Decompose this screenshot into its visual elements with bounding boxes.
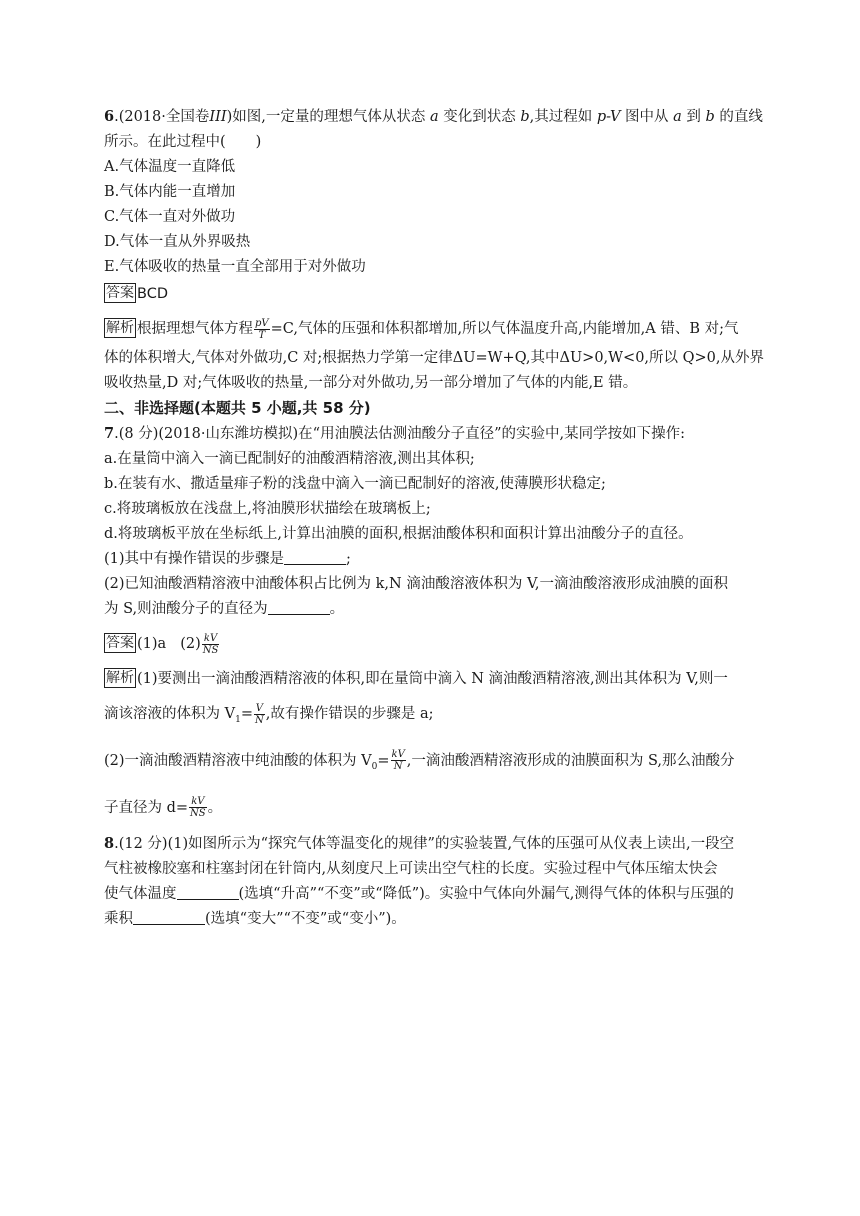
q6-option: B.气体内能一直增加 — [104, 184, 236, 200]
q8-text: 乘积 — [104, 910, 133, 927]
q7-analysis-line4 — [104, 796, 756, 821]
analysis-text: ,故有操作错误的步骤是 a; — [265, 706, 434, 722]
q8-text: 使气体温度 — [104, 885, 177, 902]
analysis-text: (1)要测出一滴油酸酒精溶液的体积,即在量筒中滴入 N 滴油酸酒精溶液,测出其体积为 V,则一 — [137, 671, 728, 687]
q7-analysis-line3: (2)一滴油酸酒精溶液中纯油酸的体积为 $V_0=$ $\frac{kV}{N}$ ,一滴油酸酒精溶液形成的油膜面积为 S,那么油酸分 — [104, 749, 735, 773]
q6-var: a — [429, 109, 439, 125]
q6-option: A.气体温度一直降低 — [104, 159, 236, 175]
q7-step: d.将玻璃板平放在坐标纸上,计算出油膜的面积,根据油酸体积和面积计算出油酸分子的直径。 — [104, 526, 693, 542]
q7-stem — [104, 421, 756, 447]
q7-sub-text: (1)其中有操作错误的步骤是 — [104, 551, 285, 567]
answer-blank — [133, 910, 205, 925]
q8-line3 — [104, 882, 756, 907]
q6-stem-text: ,其过程如 — [529, 109, 597, 125]
q6-option: D.气体一直从外界吸热 — [104, 234, 251, 250]
q7-sub2-line1: (2)已知油酸酒精溶液中油酸体积占比例为 k,N 滴油酸溶液体积为 V,一滴油酸溶液形成油膜的面积 — [104, 576, 728, 592]
analysis-text: (2)一滴油酸酒精溶液中纯油酸的体积为 V — [104, 752, 372, 769]
q7-sub-text: 为 S,则油酸分子的直径为 — [104, 601, 268, 617]
q8-line4 — [104, 907, 756, 932]
analysis-tag: 解析 — [106, 670, 134, 686]
q7-number: 7 — [104, 425, 115, 442]
document-page — [104, 104, 765, 932]
q6-number: 6 — [104, 108, 115, 125]
analysis-text: 根据理想气体方程 — [137, 321, 253, 337]
answer-tag: 答案 — [106, 635, 134, 651]
answer-blank — [268, 600, 330, 615]
q7-analysis-line2: 滴该溶液的体积为 $V_1=$ $\frac{V}{N}$ ,故有操作错误的步骤是 a; — [104, 702, 434, 726]
q6-analysis-line2: 体的体积增大,气体对外做功,C 对;根据热力学第一定律ΔU=W+Q,其中ΔU>0,W<0,所以 Q>0,从外界 — [104, 350, 765, 366]
answer-blank — [284, 550, 346, 565]
answer-text: BCD — [137, 286, 168, 302]
q8-number: 8 — [104, 834, 115, 852]
fraction: $\frac{V}{N}$ — [254, 702, 264, 726]
q6-stem-text: III — [209, 109, 227, 125]
q6-stem-text: 的直线 — [714, 109, 763, 125]
q6-var: b — [705, 109, 715, 125]
analysis-text: 。 — [207, 799, 223, 816]
q6-stem-text: 变化到状态 — [438, 109, 521, 125]
q6-analysis-line1 — [104, 317, 756, 342]
q8-line1 — [104, 831, 756, 857]
fraction: $\frac{kV}{NS}$ — [190, 796, 206, 820]
answer-blank — [177, 885, 239, 900]
q6-var: a — [673, 109, 682, 125]
q6-stem-line1 — [104, 104, 763, 130]
q6-stem-text: 到 — [681, 109, 706, 125]
analysis-text: ,一滴油酸酒精溶液形成的油膜面积为 S,那么油酸分 — [406, 752, 735, 769]
q6-var: p-V — [596, 109, 621, 125]
q8-line2: 气柱被橡胶塞和柱塞封闭在针筒内,从刻度尺上可读出空气柱的长度。实验过程中气体压缩太快会 — [104, 860, 718, 877]
answer-tag: 答案 — [106, 285, 134, 301]
analysis-tag: 解析 — [106, 320, 134, 336]
q6-stem-line2 — [104, 130, 756, 155]
q7-sub-text: 。 — [329, 601, 345, 617]
q7-step: a.在量筒中滴入一滴已配制好的油酸酒精溶液,测出其体积; — [104, 451, 475, 467]
q7-step: b.在装有水、撒适量痱子粉的浅盘中滴入一滴已配制好的溶液,使薄膜形状稳定; — [104, 476, 606, 492]
analysis-text: 子直径为 d= — [104, 799, 189, 816]
q6-stem-text: )如图,一定量的理想气体从状态 — [226, 109, 430, 125]
analysis-text: =C,气体的压强和体积都增加,所以气体温度升高,内能增加,A 错、B 对;气 — [270, 321, 739, 337]
q7-stem-text: .(8 分)(2018·山东潍坊模拟)在“用油膜法估测油酸分子直径”的实验中,某同学按如下操作: — [114, 426, 685, 442]
q7-answer — [104, 632, 756, 657]
section-heading: 二、非选择题(本题共 5 小题,共 58 分) — [104, 399, 371, 417]
q7-sub-text: ; — [346, 551, 351, 567]
answer-text: (1)a — [137, 636, 167, 652]
q6-answer — [104, 282, 756, 307]
fraction: $\frac{pV}{T}$ — [255, 317, 269, 341]
q6-stem-text: 图中从 — [620, 109, 674, 125]
fraction: $\frac{kV}{N}$ — [391, 749, 405, 773]
q8-text: (选填“升高”“不变”或“降低”)。实验中气体向外漏气,测得气体的体积与压强的 — [238, 885, 734, 902]
q6-stem-text: 所示。在此过程中( — [104, 134, 226, 150]
q7-sub2-line2 — [104, 597, 756, 622]
answer-text: (2) — [180, 636, 201, 652]
q7-sub1 — [104, 547, 756, 572]
q6-option: E.气体吸收的热量一直全部用于对外做功 — [104, 259, 366, 275]
q6-stem-text: .(2018·全国卷 — [114, 109, 210, 125]
q8-text: (选填“变大”“不变”或“变小”)。 — [205, 910, 406, 927]
q7-step: c.将玻璃板放在浅盘上,将油膜形状描绘在玻璃板上; — [104, 501, 431, 517]
analysis-text: 滴该溶液的体积为 V — [104, 706, 236, 722]
fraction: $\frac{kV}{NS}$ — [202, 632, 219, 656]
q6-stem-text: ) — [255, 134, 262, 150]
q6-option: C.气体一直对外做功 — [104, 209, 236, 225]
q6-var: b — [520, 109, 530, 125]
q8-text: .(12 分)(1)如图所示为“探究气体等温变化的规律”的实验装置,气体的压强可从仪表上读出,一段空 — [114, 835, 735, 852]
q6-analysis-line3: 吸收热量,D 对;气体吸收的热量,一部分对外做功,另一部分增加了气体的内能,E 错。 — [104, 375, 638, 391]
q7-analysis-line1 — [104, 667, 756, 692]
